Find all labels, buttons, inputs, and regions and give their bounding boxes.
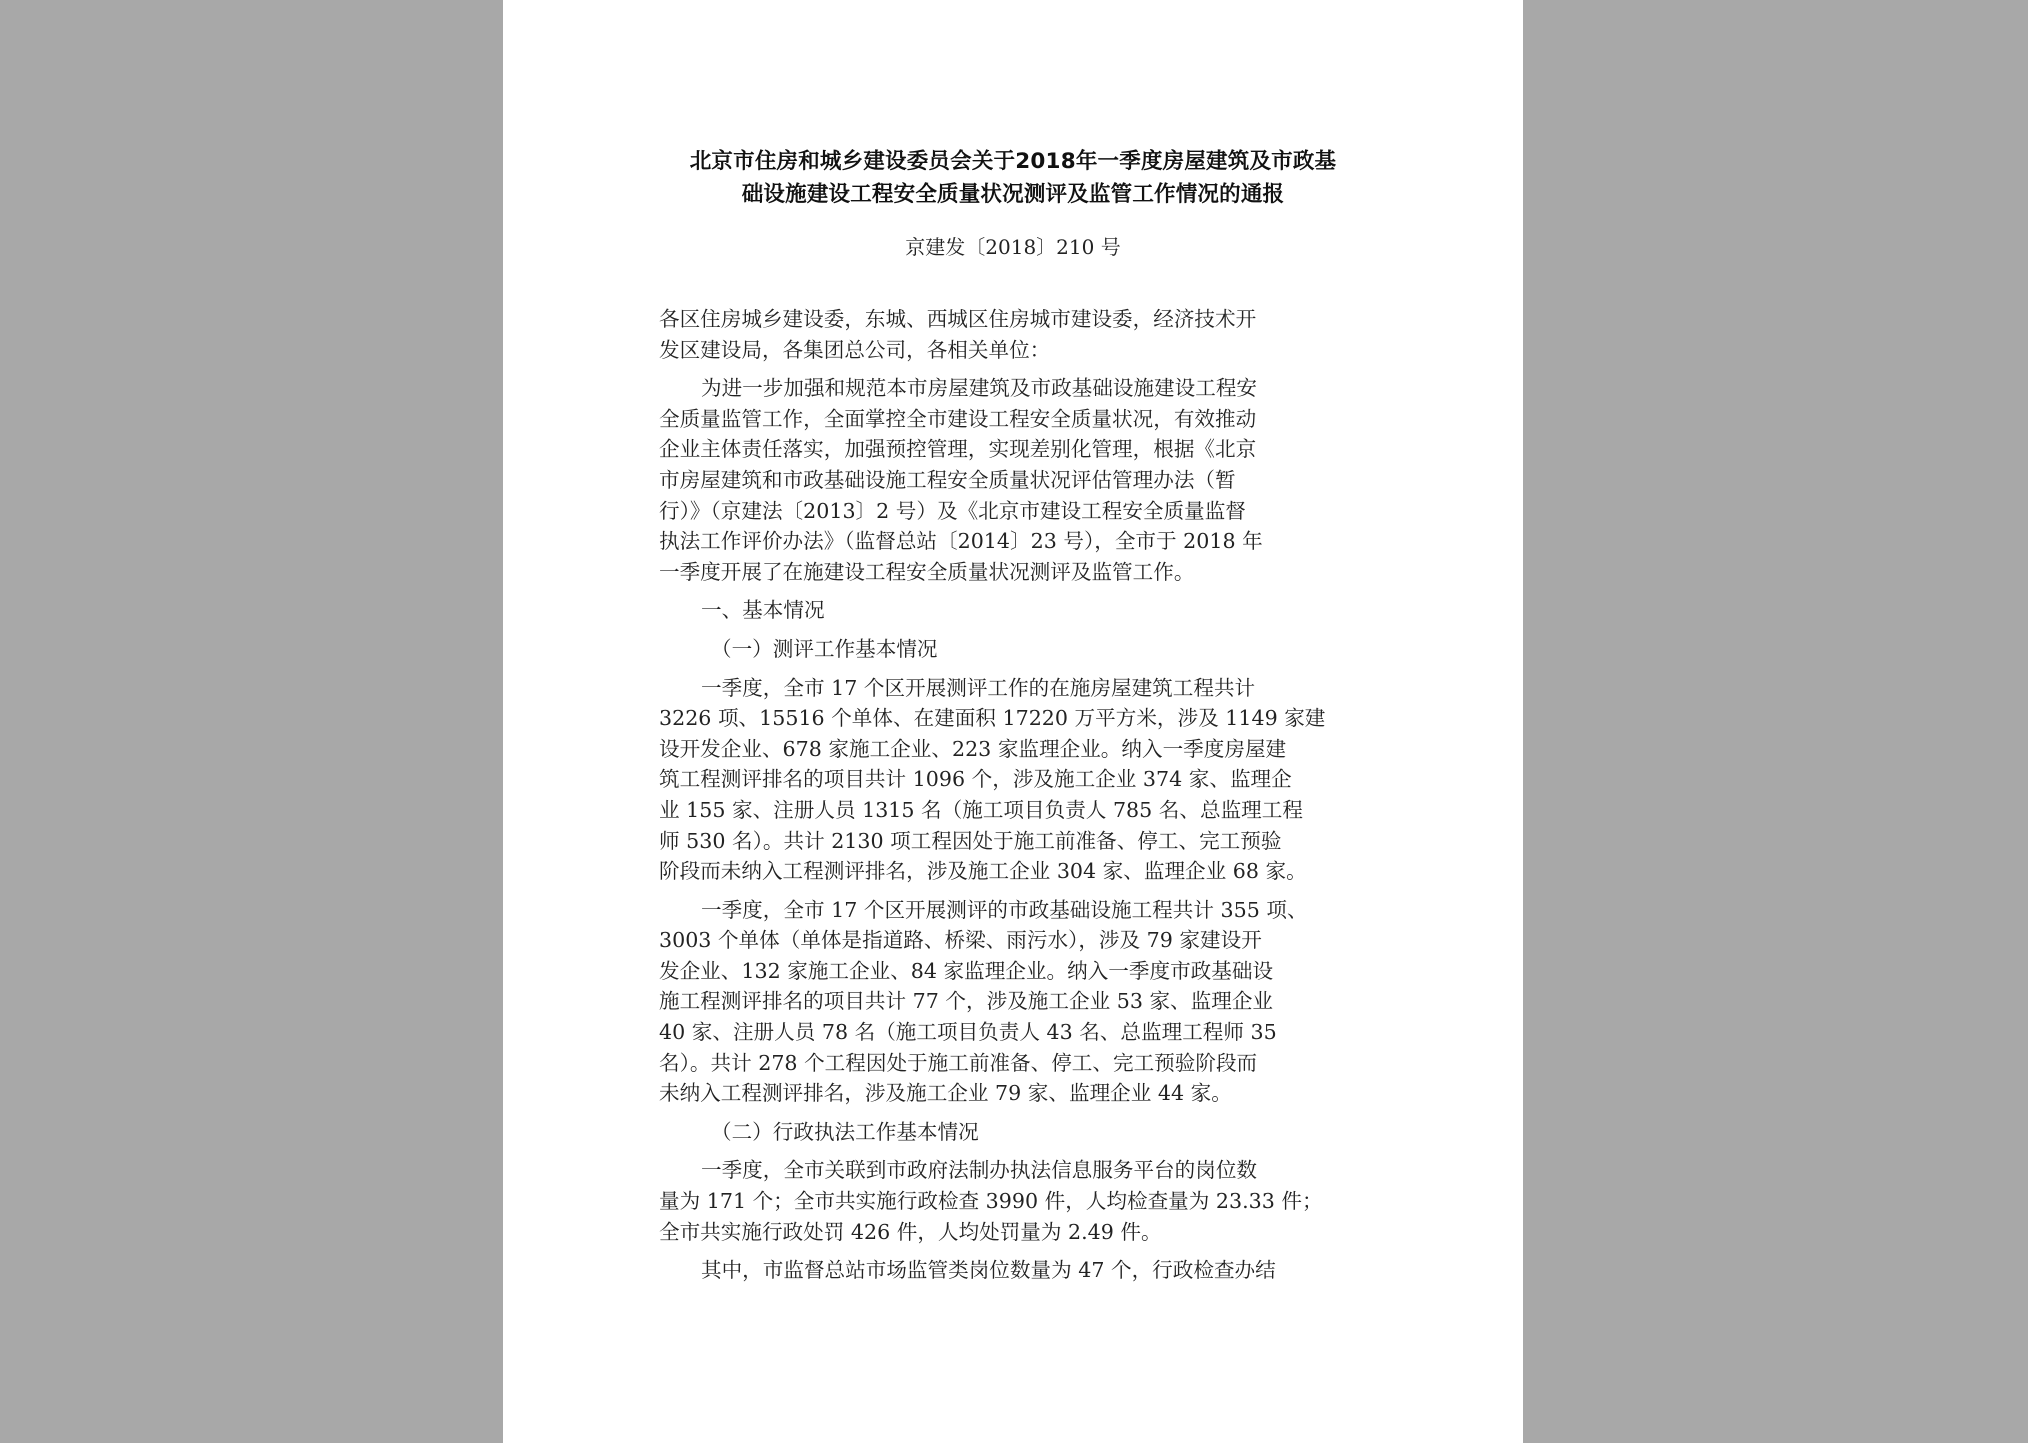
text-line: 执法工作评价办法》（监督总站〔2014〕23 号），全市于 2018 年: [659, 529, 1263, 554]
section-heading: 一、基本情况: [701, 598, 825, 623]
subsection-heading: （二）行政执法工作基本情况: [711, 1119, 979, 1144]
building-paragraph: [659, 673, 1389, 887]
text-line: 发企业、132 家施工企业、84 家监理企业。纳入一季度市政基础设: [659, 958, 1274, 983]
text-line: 未纳入工程测评排名，涉及施工企业 79 家、监理企业 44 家。: [659, 1081, 1232, 1106]
text-line: 发区建设局，各集团总公司，各相关单位：: [659, 337, 1051, 362]
title-line: 北京市住房和城乡建设委员会关于2018年一季度房屋建筑及市政基: [689, 149, 1337, 174]
document-title: [658, 145, 1368, 211]
enforcement-paragraph: [659, 1155, 1389, 1247]
text-line: 40 家、注册人员 78 名（施工项目负责人 43 名、总监理工程师 35: [659, 1020, 1277, 1045]
text-line: 为进一步加强和规范本市房屋建筑及市政基础设施建设工程安: [701, 376, 1258, 401]
text-line: 全质量监管工作，全面掌控全市建设工程安全质量状况，有效推动: [659, 406, 1257, 431]
text-line: 行）》（京建法〔2013〕2 号）及《北京市建设工程安全质量监督: [659, 498, 1246, 523]
salutation: [659, 304, 1389, 365]
text-line: 各区住房城乡建设委，东城、西城区住房城市建设委，经济技术开: [659, 307, 1257, 331]
text-line: 师 530 名）。共计 2130 项工程因处于施工前准备、停工、完工预验: [659, 828, 1282, 853]
text-line: 一季度，全市 17 个区开展测评的市政基础设施工程共计 355 项、: [701, 897, 1308, 922]
text-line: 一季度，全市关联到市政府法制办执法信息服务平台的岗位数: [701, 1158, 1258, 1183]
text-line: 名）。共计 278 个工程因处于施工前准备、停工、完工预验阶段而: [659, 1050, 1258, 1075]
text-line: 一季度，全市 17 个区开展测评工作的在施房屋建筑工程共计: [701, 675, 1256, 700]
municipal-paragraph: [659, 895, 1389, 1109]
document-number: 京建发〔2018〕210 号: [905, 235, 1121, 259]
title-line: 础设施建设工程安全质量状况测评及监管工作情况的通报: [741, 182, 1285, 207]
text-line: 设开发企业、678 家施工企业、223 家监理企业。纳入一季度房屋建: [659, 736, 1287, 761]
intro-paragraph: [659, 373, 1389, 587]
text-line: 筑工程测评排名的项目共计 1096 个，涉及施工企业 374 家、监理企: [659, 767, 1292, 792]
text-line: 3226 项、15516 个单体、在建面积 17220 万平方米，涉及 1149 家建: [659, 706, 1326, 731]
text-line: 3003 个单体（单体是指道路、桥梁、雨污水），涉及 79 家建设开: [659, 928, 1262, 953]
text-line: 全市共实施行政处罚 426 件，人均处罚量为 2.49 件。: [659, 1219, 1162, 1244]
text-line: 企业主体责任落实，加强预控管理，实现差别化管理，根据《北京: [659, 437, 1257, 462]
document-body: [659, 304, 1389, 1294]
text-line: 阶段而未纳入工程测评排名，涉及施工企业 304 家、监理企业 68 家。: [659, 859, 1307, 884]
document-page: [503, 0, 1523, 1443]
text-line: 一季度开展了在施建设工程安全质量状况测评及监管工作。: [659, 559, 1195, 584]
text-line: 其中，市监督总站市场监管类岗位数量为 47 个，行政检查办结: [701, 1258, 1276, 1283]
text-line: 业 155 家、注册人员 1315 名（施工项目负责人 785 名、总监理工程: [659, 797, 1303, 822]
text-line: 市房屋建筑和市政基础设施工程安全质量状况评估管理办法（暂: [659, 467, 1236, 492]
text-line: 量为 171 个；全市共实施行政检查 3990 件，人均检查量为 23.33 件；: [659, 1189, 1323, 1214]
final-paragraph: [659, 1255, 1389, 1286]
text-line: 施工程测评排名的项目共计 77 个，涉及施工企业 53 家、监理企业: [659, 989, 1274, 1014]
subsection-heading: （一）测评工作基本情况: [711, 636, 938, 661]
